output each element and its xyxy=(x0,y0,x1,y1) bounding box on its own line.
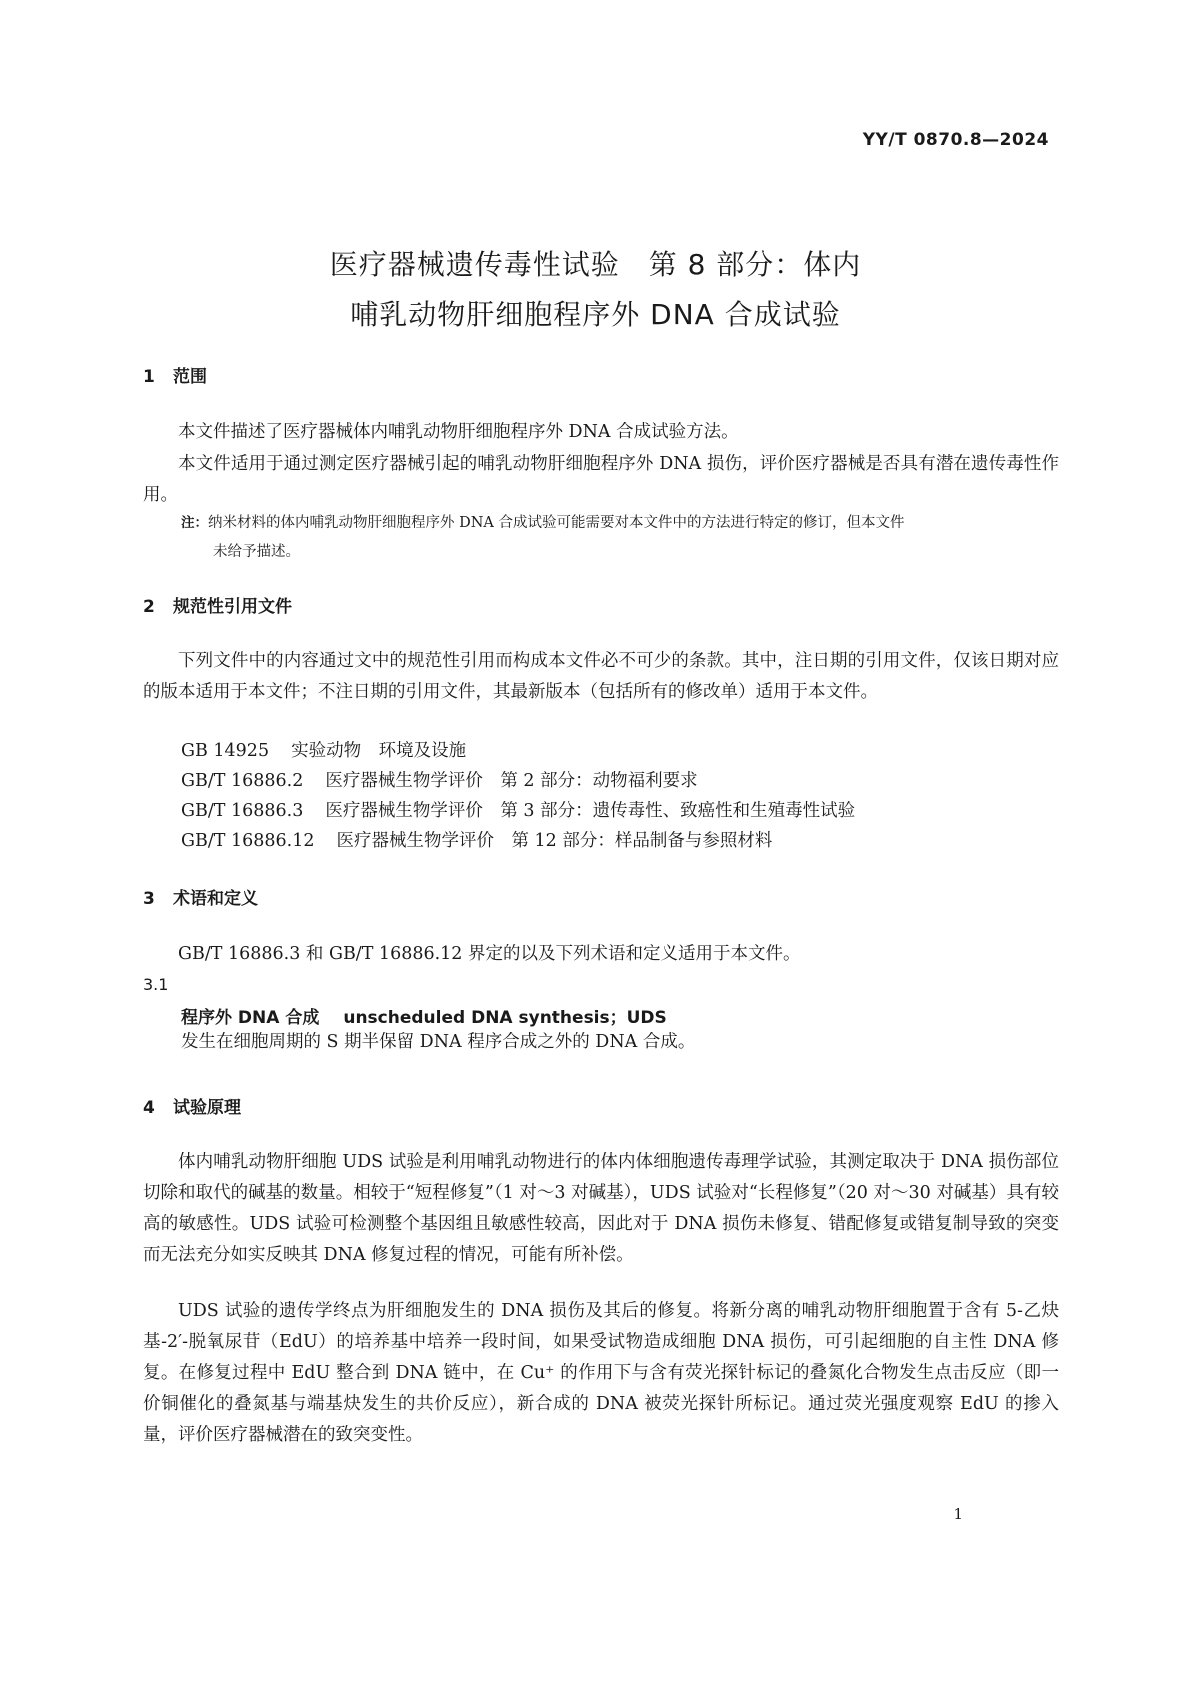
section-title: 范围 xyxy=(173,367,207,387)
note-text-line-2: 未给予描述。 xyxy=(213,544,300,560)
reference-item xyxy=(181,826,772,857)
reference-item xyxy=(181,736,466,767)
section-number: 3 xyxy=(143,889,155,909)
document-title xyxy=(0,240,1191,340)
section-1-heading xyxy=(143,362,207,387)
principle-paragraph-2: UDS 试验的遗传学终点为肝细胞发生的 DNA 损伤及其后的修复。将新分离的哺乳动物肝细胞置于含有 5-乙炔基-2′-脱氧尿苷（EdU）的培养基中培养一段时间，如果受试物造成细胞 DNA 损伤，可引起细胞的自主性 DNA 修复。在修复过程中 EdU 整合到 DNA 链中，在 Cu⁺ 的作用下与含有荧光探针标记的叠氮化合物发生点击反应（即一价铜催化的叠氮基与端基炔发生的共价反应），新合成的 DNA 被荧光探针所标记。通过荧光强度观察 EdU 的掺入量，评价医疗器械潜在的致突变性。 xyxy=(143,1301,1059,1445)
section-4-heading xyxy=(143,1093,241,1118)
standard-code: YY/T 0870.8—2024 xyxy=(862,130,1049,150)
reference-code: GB 14925 xyxy=(181,741,270,761)
reference-code: GB/T 16886.2 xyxy=(181,771,304,791)
principle-paragraph-1: 体内哺乳动物肝细胞 UDS 试验是利用哺乳动物进行的体内体细胞遗传毒理学试验，其测定取决于 DNA 损伤部位切除和取代的碱基的数量。相较于“短程修复”（1 对～3 对碱基），UDS 试验对“长程修复”（20 对～30 对碱基）具有较高的敏感性。UDS 试验可检测整个基因组且敏感性较高，因此对于 DNA 损伤未修复、错配修复或错复制导致的突变而无法充分如实反映其 DNA 修复过程的情况，可能有所补偿。 xyxy=(143,1152,1059,1265)
reference-title: 医疗器械生物学评价 第 12 部分：样品制备与参照材料 xyxy=(336,831,773,851)
reference-code: GB/T 16886.12 xyxy=(181,831,315,851)
reference-title: 医疗器械生物学评价 第 3 部分：遗传毒性、致癌性和生殖毒性试验 xyxy=(325,801,856,821)
clause-number: 3.1 xyxy=(143,975,169,994)
reference-code: GB/T 16886.3 xyxy=(181,801,304,821)
scope-paragraph-2: 本文件适用于通过测定医疗器械引起的哺乳动物肝细胞程序外 DNA 损伤，评价医疗器械是否具有潜在遗传毒性作用。 xyxy=(143,454,1059,505)
term-english: unscheduled DNA synthesis；UDS xyxy=(343,1008,667,1028)
section-2-heading xyxy=(143,592,292,617)
title-line-1: 医疗器械遗传毒性试验 第 8 部分：体内 xyxy=(329,248,862,281)
title-line-2: 哺乳动物肝细胞程序外 DNA 合成试验 xyxy=(350,298,841,331)
section-number: 1 xyxy=(143,367,155,387)
section-3-heading xyxy=(143,884,258,909)
term-entry xyxy=(181,1003,667,1028)
section-title: 规范性引用文件 xyxy=(173,597,292,617)
reference-title: 实验动物 环境及设施 xyxy=(291,741,467,761)
reference-item xyxy=(181,766,698,797)
note-text-line-1: 纳米材料的体内哺乳动物肝细胞程序外 DNA 合成试验可能需要对本文件中的方法进行特定的修订，但本文件 xyxy=(208,515,905,531)
section-title: 试验原理 xyxy=(173,1098,241,1118)
term-definition: 发生在细胞周期的 S 期半保留 DNA 程序合成之外的 DNA 合成。 xyxy=(181,1032,696,1052)
scope-note xyxy=(181,509,1061,567)
normative-references-intro: 下列文件中的内容通过文中的规范性引用而构成本文件必不可少的条款。其中，注日期的引用文件，仅该日期对应的版本适用于本文件；不注日期的引用文件，其最新版本（包括所有的修改单）适用于本文件。 xyxy=(143,651,1059,702)
section-number: 4 xyxy=(143,1098,155,1118)
page-number: 1 xyxy=(953,1505,963,1523)
scope-paragraph-1: 本文件描述了医疗器械体内哺乳动物肝细胞程序外 DNA 合成试验方法。 xyxy=(178,422,739,442)
note-label: 注： xyxy=(181,515,208,531)
section-title: 术语和定义 xyxy=(173,889,258,909)
term-chinese: 程序外 DNA 合成 xyxy=(181,1008,320,1028)
reference-item xyxy=(181,796,855,827)
reference-title: 医疗器械生物学评价 第 2 部分：动物福利要求 xyxy=(325,771,698,791)
section-number: 2 xyxy=(143,597,155,617)
terms-intro: GB/T 16886.3 和 GB/T 16886.12 界定的以及下列术语和定义适用于本文件。 xyxy=(178,944,801,964)
